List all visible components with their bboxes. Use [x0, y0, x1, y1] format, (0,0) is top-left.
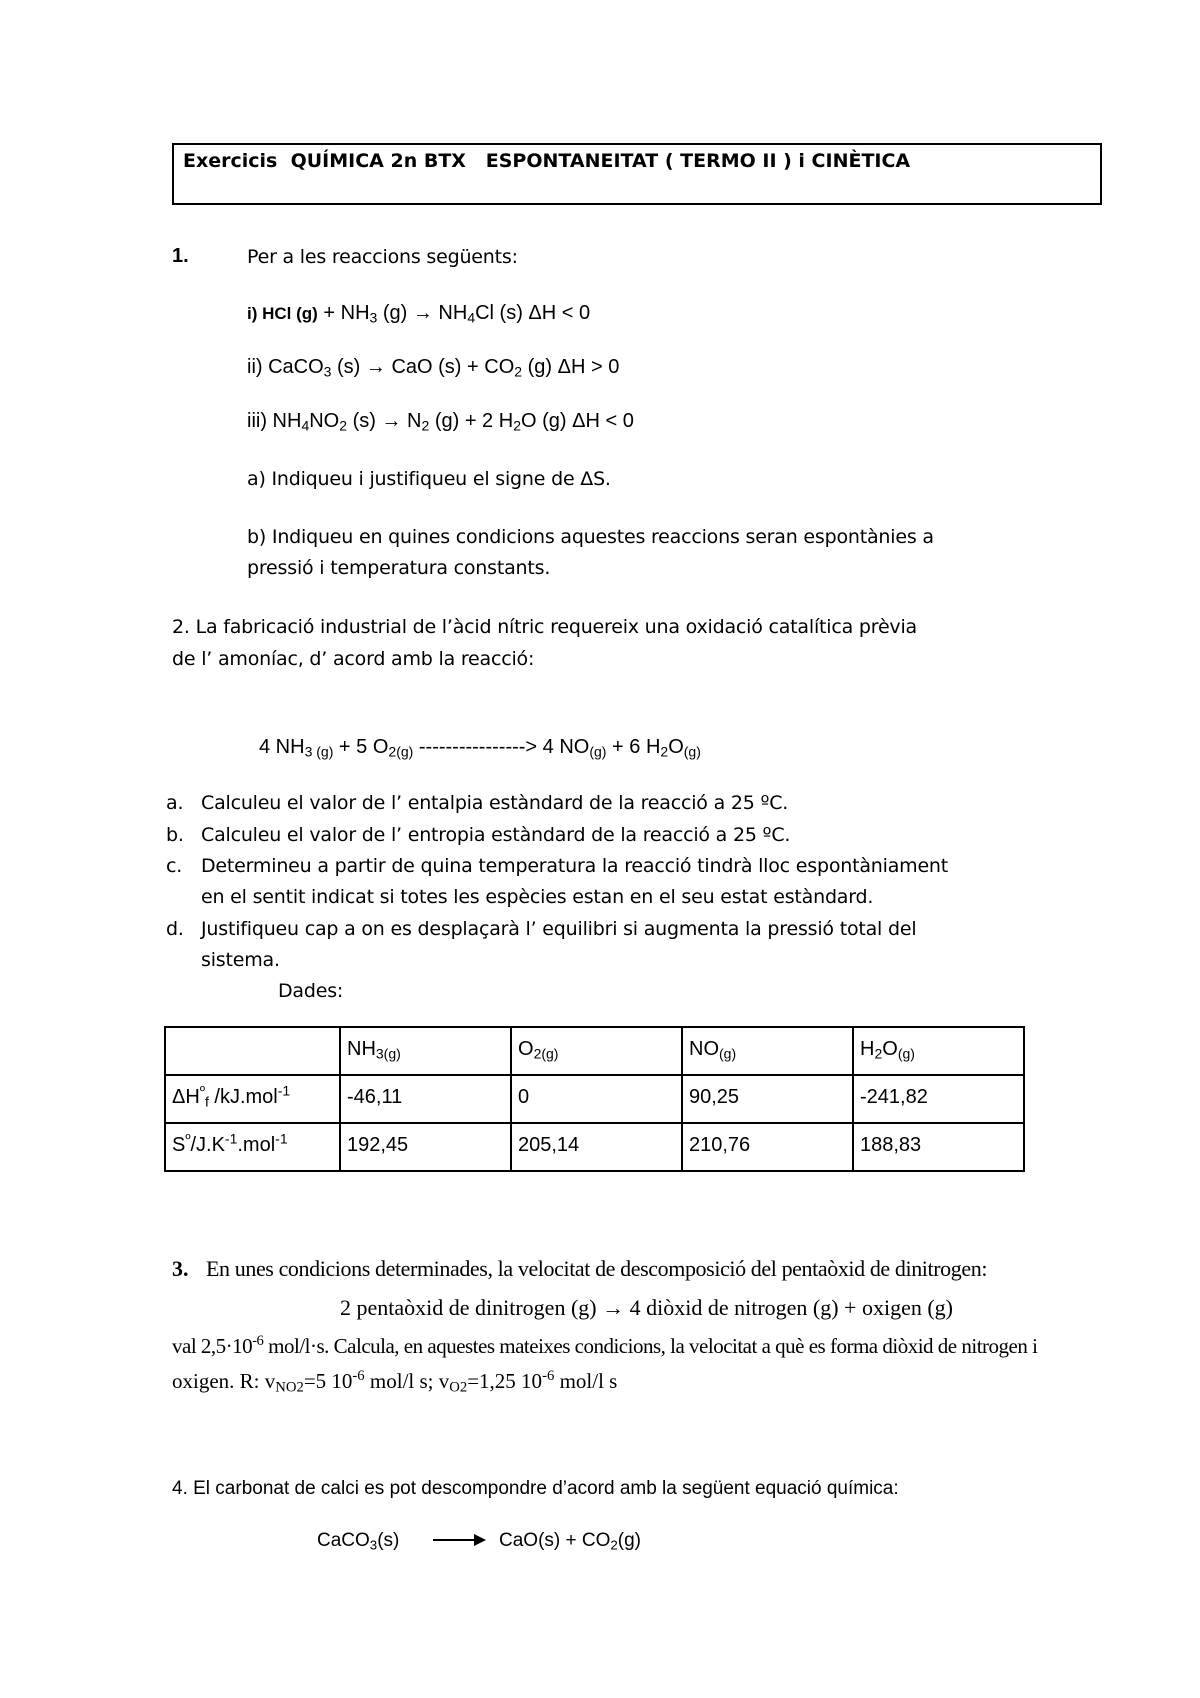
reaction-3: iii) $NH_4NO_2$ $(s) \to N_2$ (g) + 2 $H_2O$ (g) ΔH < 0: [247, 410, 634, 434]
table-header-row: [165, 1027, 1024, 1075]
table-row: [165, 1123, 1024, 1171]
data-table: [164, 1026, 1025, 1172]
table-cell: [165, 1027, 340, 1075]
question-3-line4: oxigen. R: $v_{NO2}=5$ $10^{-6}$ mol/l s; $v_{O2}=1,25$ $10^{-6}$ mol/l s: [172, 1367, 618, 1396]
question-1-intro: Per a les reaccions següents:: [247, 246, 518, 268]
table-header-h2o: $H_2O_{(g)}$: [853, 1027, 1024, 1075]
row-label-enthalpy: $\Delta H^º_f$ /kJ.mol$^{-1}$: [165, 1075, 340, 1123]
item-a-mark: a.: [166, 792, 184, 814]
table-cell: 210,76: [682, 1123, 853, 1171]
table-cell: -46,11: [340, 1075, 511, 1123]
question-1b-line2: pressió i temperatura constants.: [247, 557, 551, 579]
item-c-mark: c.: [166, 855, 183, 877]
reaction-1: i) HCl $(g) + NH_3$ $(g) \to NH_4Cl$ (s) ΔH < 0: [247, 302, 591, 326]
question-3-number: 3.: [172, 1256, 189, 1281]
dades-label: Dades:: [278, 980, 344, 1002]
item-a-text: Calculeu el valor de l’ entalpia estàndard de la reacció a 25 ºC.: [201, 792, 789, 814]
table-cell: -241,82: [853, 1075, 1024, 1123]
item-b-mark: b.: [166, 824, 184, 846]
item-c-text: Determineu a partir de quina temperatura la reacció tindrà lloc espontàniament: [201, 855, 949, 877]
question-1a: a) Indiqueu i justifiqueu el signe de ΔS.: [247, 468, 611, 490]
table-row: [165, 1075, 1024, 1123]
reaction-arrow: [433, 1539, 477, 1541]
question-2-line2: de l’ amoníac, d’ acord amb la reacció:: [172, 648, 535, 670]
table-header-o2: $O_{2(g)}$: [511, 1027, 682, 1075]
table-header-no: $NO_{(g)}$: [682, 1027, 853, 1075]
item-d-mark: d.: [166, 918, 184, 940]
question-2-line1: 2. La fabricació industrial de l’àcid nítric requereix una oxidació catalítica prèvia: [172, 616, 917, 638]
question-3-line1: En unes condicions determinades, la velocitat de descomposició del pentaòxid de dinitrogen:: [206, 1256, 988, 1281]
question-1-number: 1.: [172, 245, 189, 267]
arrow-head-icon: [474, 1534, 486, 1546]
item-d-text: Justifiqueu cap a on es desplaçarà l’ equilibri si augmenta la pressió total del: [201, 918, 917, 940]
reaction-2: ii) CaCO$_3$ (s) → CaO $(s) + CO_2$ (g) ΔH > 0: [247, 356, 620, 380]
table-cell: 0: [511, 1075, 682, 1123]
item-d-text-line2: sistema.: [201, 949, 280, 971]
row-label-entropy: $S^º/J.K^{-1}.mol^{-1}$: [165, 1123, 340, 1171]
question-3-equation: 2 pentaòxid de dinitrogen (g) → 4 diòxid de nitrogen (g) + oxigen (g): [340, 1295, 953, 1320]
item-c-text-line2: en el sentit indicat si totes les espècies estan en el seu estat estàndard.: [201, 886, 874, 908]
item-b-text: Calculeu el valor de l’ entropia estàndard de la reacció a 25 ºC.: [201, 824, 791, 846]
question-4-line1: 4. El carbonat de calci es pot descompondre d’acord amb la següent equació química:: [172, 1478, 899, 1499]
table-cell: 90,25: [682, 1075, 853, 1123]
question-1b-line1: b) Indiqueu en quines condicions aquestes reaccions seran espontànies a: [247, 526, 934, 548]
question-4-reactant: CaCO$_3$(s): [317, 1530, 400, 1553]
page-title: Exercicis QUÍMICA 2n BTX ESPONTANEITAT ( TERMO II ) i CINÈTICA: [183, 150, 911, 172]
question-3-line3: val $2,5\cdot 10^{-6}$ mol/l·s. Calcula, en aquestes mateixes condicions, la velocitat a què es forma diòxid de nitrogen i: [172, 1332, 1038, 1358]
table-cell: 205,14: [511, 1123, 682, 1171]
question-4-products: $CaO(s) + CO_2(g)$: [499, 1530, 642, 1553]
table-cell: 188,83: [853, 1123, 1024, 1171]
table-header-nh3: $NH_{3(g)}$: [340, 1027, 511, 1075]
question-2-equation: 4 $NH_{3 (g)} + 5$ $O_{2(g)}$ ----------------> 4 $NO_{(g)} + 6$ $H_2O_{(g)}$: [259, 736, 701, 760]
table-cell: 192,45: [340, 1123, 511, 1171]
